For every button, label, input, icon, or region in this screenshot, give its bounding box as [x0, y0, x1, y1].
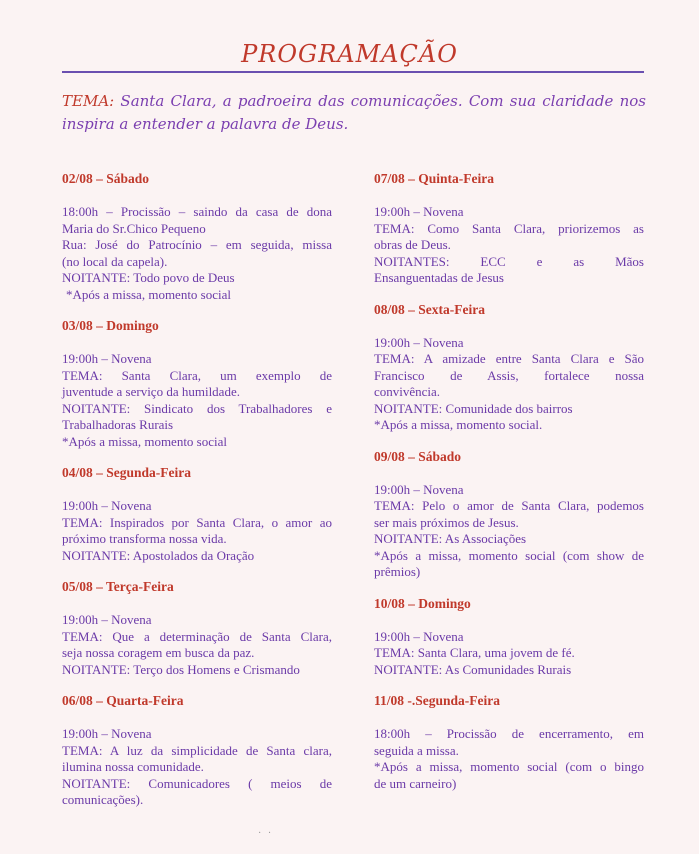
schedule-day — [62, 464, 332, 564]
detail-line: de um carneiro) — [374, 775, 457, 791]
detail-line: Francisco de Assis, fortalece nossa — [374, 367, 644, 383]
day-details — [62, 612, 332, 678]
detail-line: NOITANTES: ECC e as Mãos — [374, 253, 644, 269]
day-details — [62, 204, 332, 303]
detail-line: NOITANTE: Todo povo de Deus — [62, 270, 235, 285]
detail-line: NOITANTE: Sindicato dos Trabalhadores e — [62, 400, 332, 416]
detail-line: TEMA: Pelo o amor de Santa Clara, podemos — [374, 498, 644, 513]
detail-line: seguida a missa. — [374, 742, 459, 758]
schedule-day — [62, 170, 332, 303]
detail-line: 18:00h – Procissão – saindo da casa de dona — [62, 204, 332, 219]
detail-line: TEMA: Santa Clara, um exemplo de — [62, 367, 332, 383]
detail-line: 19:00h – Novena — [62, 351, 152, 366]
detail-line: próximo transforma nossa vida. — [62, 531, 227, 546]
detail-line: 19:00h – Novena — [374, 481, 464, 497]
detail-line: Trabalhadoras Rurais — [62, 417, 174, 432]
detail-line: 19:00h – Novena — [62, 612, 152, 627]
detail-line: 19:00h – Novena — [62, 498, 152, 513]
theme-text: Santa Clara, a padroeira das comunicações. Com sua claridade nos inspira a entender a palavra de Deus. — [62, 92, 646, 133]
schedule-day — [62, 317, 332, 450]
detail-line: comunicações). — [62, 792, 144, 807]
day-heading: 06/08 – Quarta-Feira — [62, 693, 184, 708]
detail-line: *Após a missa, momento social (com show de — [374, 547, 644, 563]
detail-line: Maria do Sr.Chico Pequeno — [62, 220, 206, 236]
detail-line: convivência. — [374, 384, 441, 399]
theme-paragraph — [62, 90, 646, 136]
page-title: PROGRAMAÇÃO — [241, 40, 458, 68]
day-details — [62, 351, 332, 450]
detail-line: 18:00h – Procissão de encerramento, em — [374, 726, 644, 741]
detail-line: 19:00h – Novena — [374, 334, 464, 350]
detail-line: NOITANTE: Comunidade dos bairros — [374, 400, 573, 416]
day-details — [374, 335, 644, 434]
schedule-day — [374, 170, 644, 287]
detail-line: 19:00h – Novena — [374, 628, 464, 644]
detail-line: ser mais próximos de Jesus. — [374, 514, 519, 530]
title-divider — [62, 71, 644, 73]
detail-line: TEMA: Que a determinação de Santa Clara, — [62, 628, 332, 644]
theme-label: TEMA: — [62, 92, 115, 110]
detail-line: NOITANTE: As Associações — [374, 531, 527, 546]
day-heading: 05/08 – Terça-Feira — [62, 579, 174, 594]
detail-line: NOITANTE: Comunicadores ( meios de — [62, 775, 332, 791]
detail-line: *Após a missa, momento social — [62, 433, 228, 449]
detail-line: *Após a missa, momento social. — [374, 417, 543, 432]
detail-line: Rua: José do Patrocínio – em seguida, missa — [62, 237, 332, 252]
day-heading: 10/08 – Domingo — [374, 595, 471, 611]
schedule-day — [62, 692, 332, 809]
schedule-column-right — [374, 170, 644, 806]
detail-line: TEMA: Santa Clara, uma jovem de fé. — [374, 645, 575, 660]
schedule-day — [374, 595, 644, 679]
day-heading: 04/08 – Segunda-Feira — [62, 465, 192, 480]
detail-line: *Após a missa, momento social — [66, 286, 232, 302]
day-heading: 09/08 – Sábado — [374, 448, 462, 464]
day-heading: 02/08 – Sábado — [62, 171, 150, 186]
detail-line: (no local da capela). — [62, 253, 168, 269]
detail-line: 19:00h – Novena — [374, 204, 464, 219]
detail-line: ilumina nossa comunidade. — [62, 759, 204, 774]
detail-line: prêmios) — [374, 564, 421, 579]
detail-line: TEMA: A luz da simplicidade de Santa clara, — [62, 742, 332, 758]
schedule-day — [374, 692, 644, 792]
detail-line: Ensanguentadas de Jesus — [374, 270, 504, 285]
day-details — [374, 726, 644, 792]
detail-line: TEMA: Como Santa Clara, priorizemos as — [374, 220, 644, 236]
day-details — [62, 498, 332, 564]
schedule-day — [62, 578, 332, 678]
detail-line: 19:00h – Novena — [62, 726, 152, 741]
schedule-day — [374, 301, 644, 434]
day-details — [374, 204, 644, 287]
footer-marks: · · — [258, 828, 274, 839]
day-heading: 08/08 – Sexta-Feira — [374, 301, 485, 317]
detail-line: NOITANTE: Terço dos Homens e Crismando — [62, 661, 300, 677]
detail-line: seja nossa coragem em busca da paz. — [62, 645, 255, 660]
day-heading: 07/08 – Quinta-Feira — [374, 171, 494, 186]
schedule-day — [374, 448, 644, 581]
detail-line: TEMA: A amizade entre Santa Clara e São — [374, 351, 644, 366]
day-heading: 11/08 -.Segunda-Feira — [374, 693, 501, 708]
day-details — [62, 726, 332, 809]
detail-line: *Após a missa, momento social (com o bingo — [374, 759, 644, 774]
detail-line: obras de Deus. — [374, 237, 451, 252]
detail-line: NOITANTE: As Comunidades Rurais — [374, 661, 572, 677]
day-details — [374, 629, 644, 679]
detail-line: NOITANTE: Apostolados da Oração — [62, 547, 255, 563]
day-details — [374, 482, 644, 581]
detail-line: TEMA: Inspirados por Santa Clara, o amor ao — [62, 514, 332, 530]
day-heading: 03/08 – Domingo — [62, 318, 159, 333]
detail-line: juventude a serviço da humildade. — [62, 384, 240, 399]
schedule-column-left — [62, 170, 332, 823]
